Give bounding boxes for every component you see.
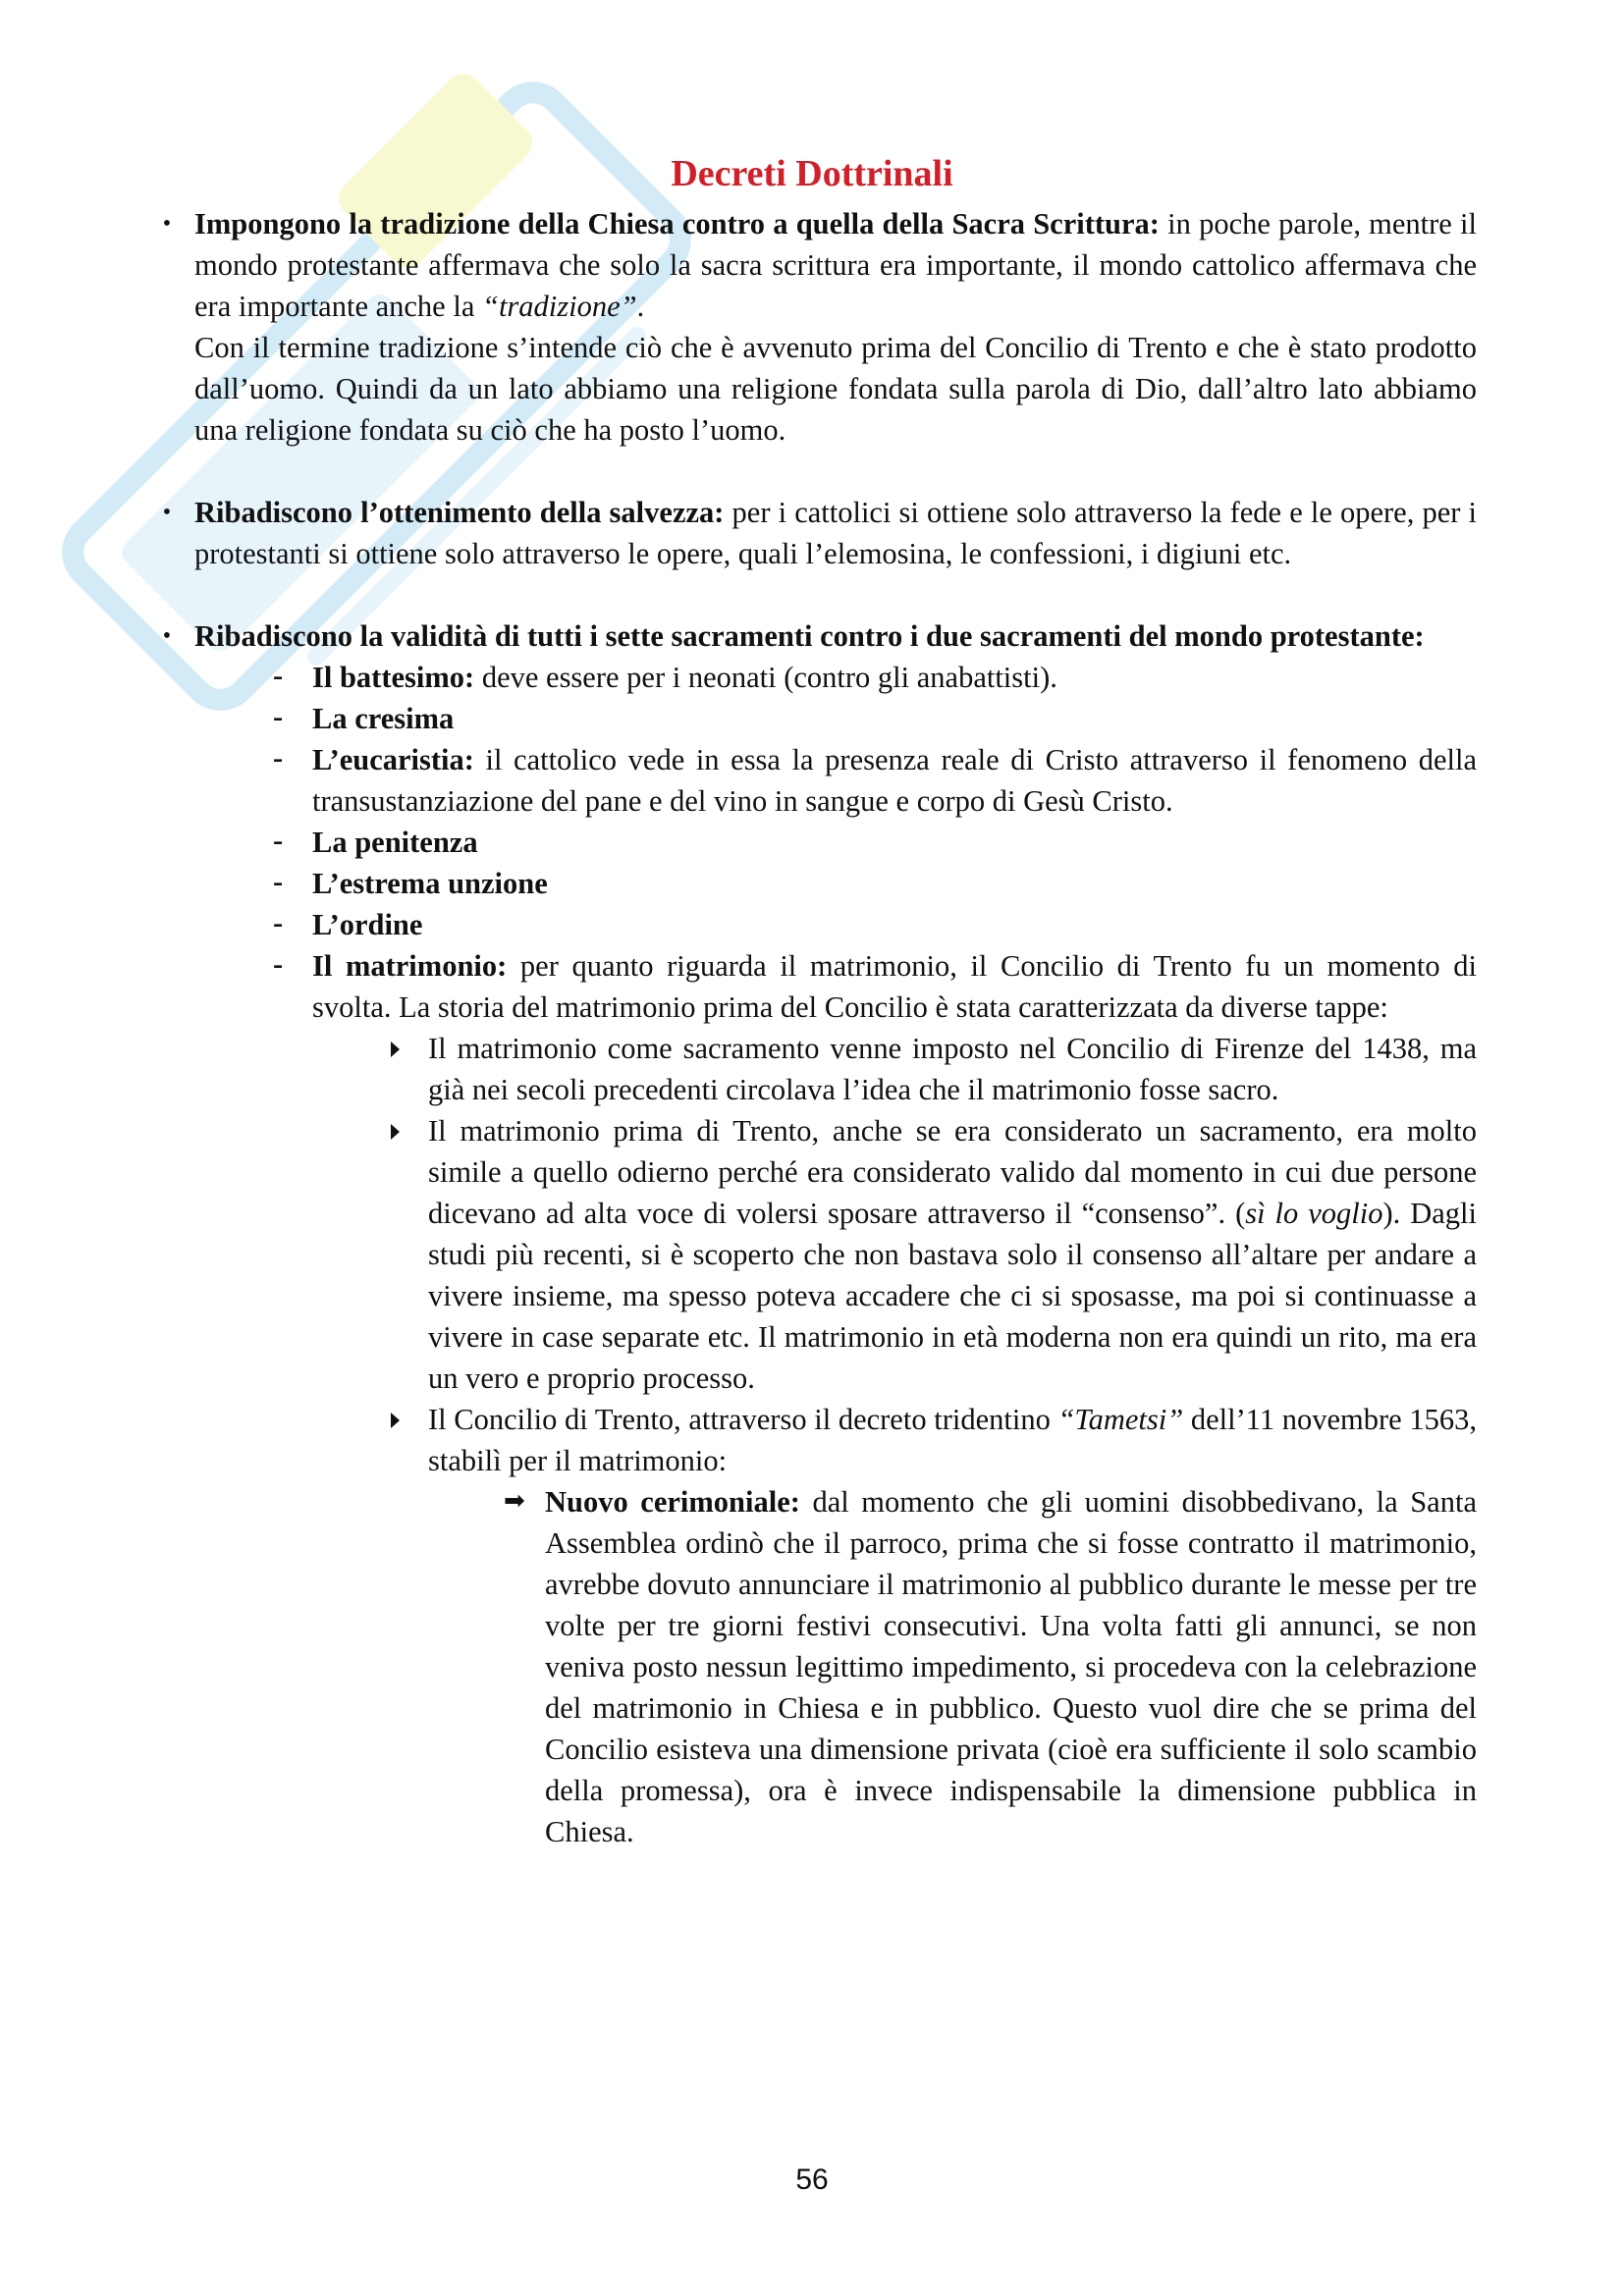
stage-item [428,1110,1477,1399]
list-item [273,698,1477,739]
bullet-text: per i cattolici si ottiene solo attraverso la fede e le opere, per i protestanti si ottiene solo attraverso le opere, quali l’elemosina, le confessioni, i digiuni etc. [194,496,1477,570]
bullet-extra-text: Con il termine tradizione s’intende ciò che è avvenuto prima del Concilio di Trento e che è stato prodotto dall’uomo. Quindi da un lato abbiamo una religione fondata sulla parola di Dio, dall’altro lato abbiamo una religione fondata su ciò che ha posto l’uomo. [194,331,1477,447]
tametsi-heading: Nuovo cerimoniale: [545,1485,800,1519]
page-title: Decreti Dottrinali [671,153,953,194]
bullet-item-sacraments [162,615,1477,657]
stage-item [428,1399,1477,1481]
italic-term: sì lo voglio [1245,1197,1383,1230]
stage-text: Il Concilio di Trento, attraverso il decreto tridentino [428,1403,1058,1436]
dash-icon: - [273,865,284,898]
italic-term: “Tametsi” [1057,1403,1184,1436]
bullet-item-tradition [162,203,1477,451]
dash-icon: - [273,700,284,733]
list-item-heading: La penitenza [312,826,478,859]
italic-term: “tradizione” [481,290,637,323]
bullet-text: in poche parole, mentre il mondo protestante affermava che solo la sacra scrittura era importante, il mondo cattolico affermava che era importante anche la [194,207,1477,323]
triangle-bullet-icon [391,1124,400,1140]
triangle-bullet-icon [391,1041,400,1057]
stage-text: Il matrimonio come sacramento venne imposto nel Concilio di Firenze del 1438, ma già nei secoli precedenti circolava l’idea che il matrimonio fosse sacro. [428,1032,1477,1106]
triangle-bullet-icon [391,1413,400,1428]
stage-text-tail: ). Dagli studi più recenti, si è scoperto che non bastava solo il consenso all’altare per andare a vivere insieme, ma spesso poteva accadere che ci si sposasse, ma poi si continuasse a vivere in case separate etc. Il matrimonio in età moderna non era quindi un rito, ma era un vero e proprio processo. [428,1197,1477,1395]
dash-icon: - [273,824,284,857]
list-item [273,822,1477,863]
list-item [273,739,1477,822]
right-arrow-icon: ➡ [504,1486,525,1516]
list-item-heading: Il matrimonio: [312,949,508,983]
list-item-heading: La cresima [312,702,455,735]
list-item-heading: L’eucaristia: [312,743,474,776]
bullet-icon: • [162,623,172,649]
dash-icon: - [273,741,284,774]
stage-text-tail: dell’11 novembre 1563, stabilì per il matrimonio: [428,1403,1477,1477]
bullet-heading: Impongono la tradizione della Chiesa contro a quella della Sacra Scrittura: [194,207,1160,240]
bullet-item-salvation [162,492,1477,574]
bullet-icon: • [162,211,172,237]
list-item [273,904,1477,945]
list-item [273,863,1477,904]
bullet-heading: Ribadiscono la validità di tutti i sette sacramenti contro i due sacramenti del mondo protestante: [194,619,1425,653]
bullet-text-tail: . [636,290,645,323]
tametsi-list [504,1481,1477,1852]
dash-icon: - [273,947,284,981]
bullet-heading: Ribadiscono l’ottenimento della salvezza: [194,496,725,529]
marriage-stages-list [428,1028,1477,1852]
list-item-text: il cattolico vede in essa la presenza reale di Cristo attraverso il fenomeno della transustanziazione del pane e del vino in sangue e corpo di Gesù Cristo. [312,743,1477,818]
tametsi-item [504,1481,1477,1852]
page-number: 56 [795,2163,829,2196]
content [162,203,1477,1852]
list-item-heading: L’estrema unzione [312,867,548,900]
list-item-text: per quanto riguarda il matrimonio, il Concilio di Trento fu un momento di svolta. La storia del matrimonio prima del Concilio è stata caratterizzata da diverse tappe: [312,949,1477,1024]
list-item [273,945,1477,1028]
tametsi-text: dal momento che gli uomini disobbedivano, la Santa Assemblea ordinò che il parroco, prima che si fosse contratto il matrimonio, avrebbe dovuto annunciare il matrimonio al pubblico durante le messe per tre volte per tre giorni festivi consecutivi. Una volta fatti gli annunci, se non veniva posto nessun legittimo impedimento, si procedeva con la celebrazione del matrimonio in Chiesa e in pubblico. Questo vuol dire che se prima del Concilio esisteva una dimensione privata (cioè era sufficiente il solo scambio della promessa), ora è invece indispensabile la dimensione pubblica in Chiesa. [545,1485,1477,1848]
list-item [273,657,1477,698]
sacrament-list [273,657,1477,1852]
list-item-text: deve essere per i neonati (contro gli anabattisti). [474,661,1057,694]
dash-icon: - [273,659,284,692]
list-item-heading: L’ordine [312,908,423,941]
list-item-heading: Il battesimo: [312,661,475,694]
dash-icon: - [273,906,284,939]
stage-text: Il matrimonio prima di Trento, anche se era considerato un sacramento, era molto simile a quello odierno perché era considerato valido dal momento in cui due persone dicevano ad alta voce di volersi sposare attraverso il “consenso”. ( [428,1114,1477,1230]
stage-item [428,1028,1477,1110]
bullet-icon: • [162,500,172,525]
